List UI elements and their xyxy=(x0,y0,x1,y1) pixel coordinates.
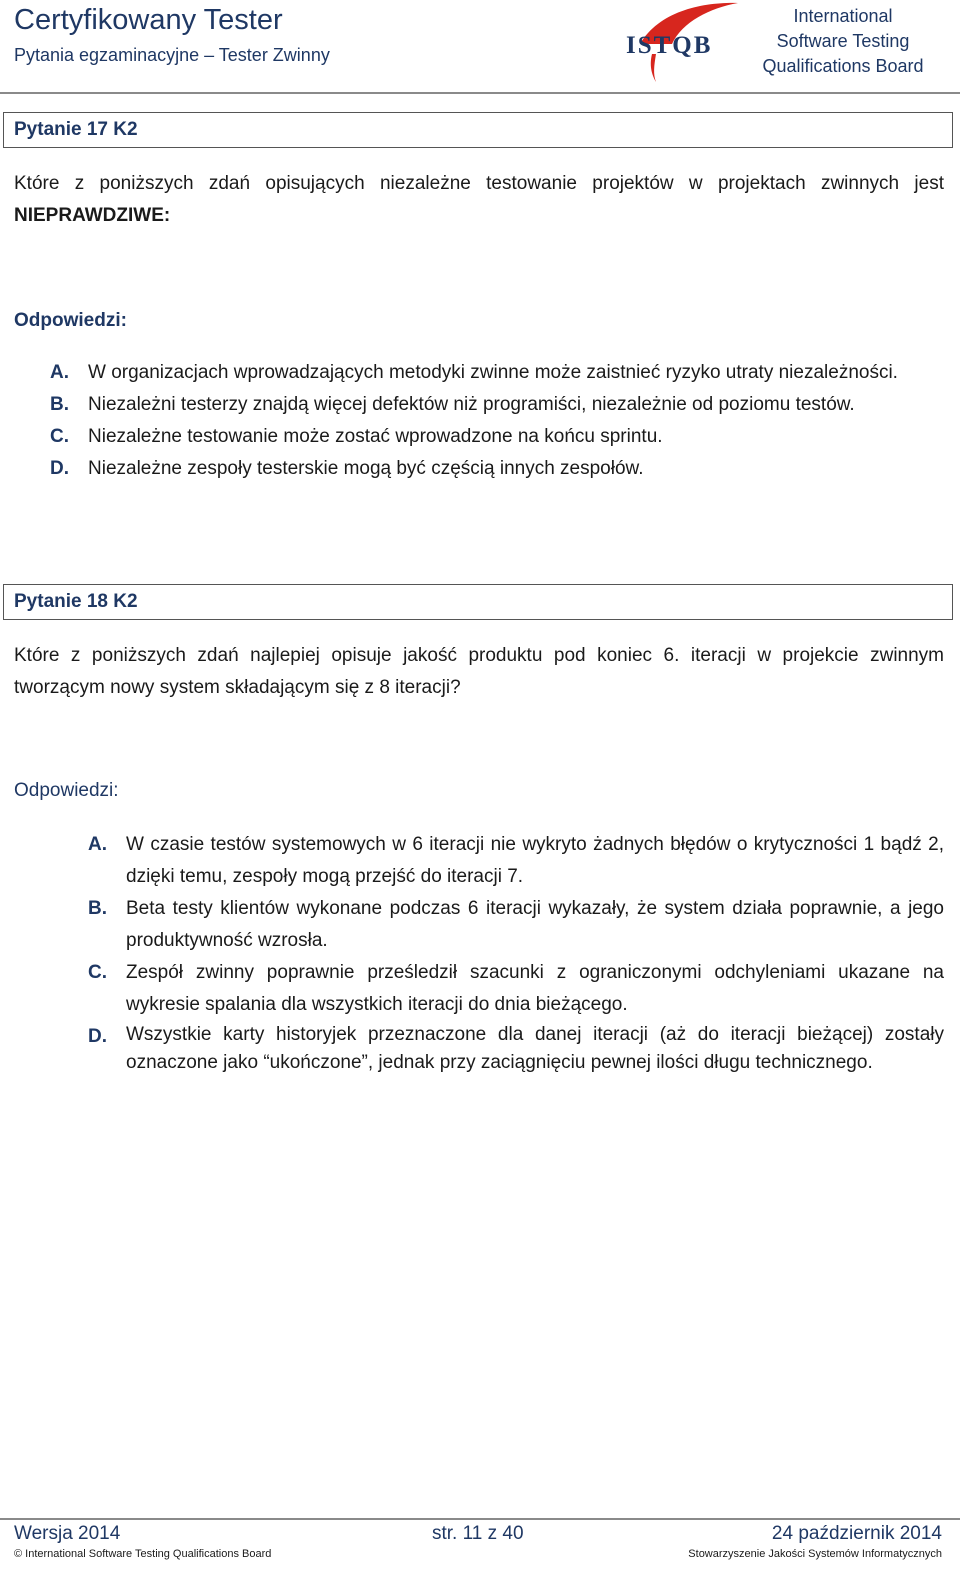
question-18-option-a xyxy=(88,829,944,893)
org-line-2: Software Testing xyxy=(776,31,910,51)
option-letter: A. xyxy=(50,362,69,383)
header-title: Certyfikowany Tester xyxy=(14,4,283,36)
option-letter: A. xyxy=(88,834,107,855)
question-17-option-c xyxy=(50,421,944,453)
question-17-option-b xyxy=(50,389,944,421)
option-text: W organizacjach wprowadzających metodyki zwinne może zaistnieć ryzyko utraty niezależności. xyxy=(88,362,898,383)
question-18-options xyxy=(88,829,944,1077)
option-letter: C. xyxy=(88,962,107,983)
option-text: W czasie testów systemowych w 6 iteracji nie wykryto żadnych błędów o krytyczności 1 bądź 2, dzięki temu, zespoły mogą przejść do iteracji 7. xyxy=(126,834,944,887)
question-17-stem-text: Które z poniższych zdań opisujących niezależne testowanie projektów w projektach zwinnych jest xyxy=(14,173,944,194)
question-17-stem-emphasis: NIEPRAWDZIWE: xyxy=(14,205,171,226)
footer-copyright: © International Software Testing Qualifications Board xyxy=(14,1548,272,1560)
footer-version: Wersja 2014 xyxy=(14,1523,121,1544)
question-18-option-b xyxy=(88,893,944,957)
logo-text: ISTQB xyxy=(626,32,713,59)
footer-association: Stowarzyszenie Jakości Systemów Informatycznych xyxy=(688,1548,942,1560)
question-17-option-a xyxy=(50,357,944,389)
question-17-answers-label: Odpowiedzi: xyxy=(14,310,127,331)
org-name xyxy=(752,4,934,79)
footer-page-number: str. 11 z 40 xyxy=(432,1523,524,1544)
option-text: Beta testy klientów wykonane podczas 6 iteracji wykazały, że system działa poprawnie, a jego produktywność wzrosła. xyxy=(126,898,944,951)
option-text: Zespół zwinny poprawnie prześledził szacunki z ograniczonymi odchyleniami ukazane na wykresie spalania dla wszystkich iteracji do dnia bieżącego. xyxy=(126,962,944,1015)
question-18-heading: Pytanie 18 K2 xyxy=(3,584,953,620)
option-text: Niezależne testowanie może zostać wprowadzone na końcu sprintu. xyxy=(88,426,663,447)
option-text: Niezależni testerzy znajdą więcej defektów niż programiści, niezależnie od poziomu testów. xyxy=(88,394,855,415)
question-18-option-c xyxy=(88,957,944,1021)
footer-date: 24 październik 2014 xyxy=(771,1523,942,1544)
question-18-stem: Które z poniższych zdań najlepiej opisuje jakość produktu pod koniec 6. iteracji w projekcie zwinnym tworzącym nowy system składającym się z 8 iteracji? xyxy=(14,645,944,698)
istqb-logo xyxy=(620,0,750,86)
org-line-1: International xyxy=(793,6,893,26)
header-divider xyxy=(0,92,960,94)
question-18-answers-label: Odpowiedzi: xyxy=(14,780,119,801)
option-letter: B. xyxy=(50,394,69,415)
header-subtitle: Pytania egzaminacyjne – Tester Zwinny xyxy=(14,45,330,65)
question-17-option-d xyxy=(50,453,944,485)
question-18-option-d xyxy=(88,1021,944,1077)
question-17-stem xyxy=(14,168,944,232)
org-line-3: Qualifications Board xyxy=(762,56,924,76)
option-letter: B. xyxy=(88,898,107,919)
option-text: Niezależne zespoły testerskie mogą być częścią innych zespołów. xyxy=(88,458,644,479)
question-17-options xyxy=(50,357,944,485)
option-text: Wszystkie karty historyjek przeznaczone dla danej iteracji (aż do iteracji bieżącej) zostały oznaczone jako “ukończone”, jednak przy zaciągnięciu pewnej ilości długu technicznego. xyxy=(126,1024,944,1073)
option-letter: C. xyxy=(50,426,69,447)
footer-divider xyxy=(0,1518,960,1520)
option-letter: D. xyxy=(88,1026,107,1047)
question-17-heading: Pytanie 17 K2 xyxy=(3,112,953,148)
option-letter: D. xyxy=(50,458,69,479)
